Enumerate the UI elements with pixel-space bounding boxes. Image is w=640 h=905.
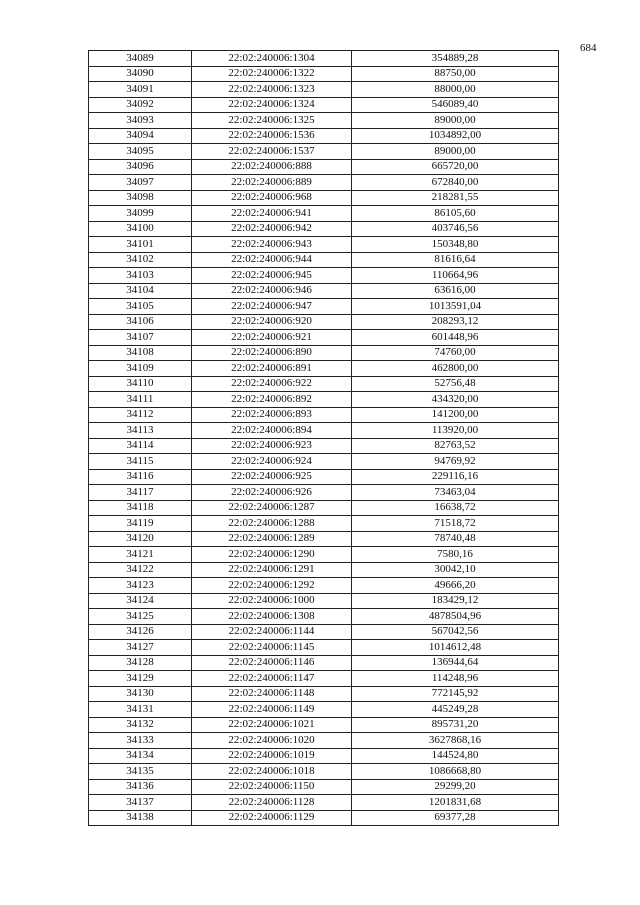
cadastral-number-cell: 22:02:240006:1129 <box>192 810 352 826</box>
value-cell: 229116,16 <box>352 469 559 485</box>
row-number-cell: 34130 <box>89 686 192 702</box>
cadastral-number-cell: 22:02:240006:1145 <box>192 640 352 656</box>
cadastral-number-cell: 22:02:240006:1128 <box>192 795 352 811</box>
cadastral-number-cell: 22:02:240006:1308 <box>192 609 352 625</box>
table-row <box>89 702 559 718</box>
table-row <box>89 469 559 485</box>
table-row <box>89 252 559 268</box>
table-body <box>89 51 559 826</box>
row-number-cell: 34107 <box>89 330 192 346</box>
cadastral-number-cell: 22:02:240006:1537 <box>192 144 352 160</box>
table-row <box>89 593 559 609</box>
value-cell: 3627868,16 <box>352 733 559 749</box>
value-cell: 7580,16 <box>352 547 559 563</box>
row-number-cell: 34105 <box>89 299 192 315</box>
table-row <box>89 361 559 377</box>
value-cell: 86105,60 <box>352 206 559 222</box>
cadastral-number-cell: 22:02:240006:946 <box>192 283 352 299</box>
table-row <box>89 66 559 82</box>
row-number-cell: 34097 <box>89 175 192 191</box>
row-number-cell: 34124 <box>89 593 192 609</box>
cadastral-number-cell: 22:02:240006:921 <box>192 330 352 346</box>
page-number: 684 <box>580 42 597 54</box>
value-cell: 74760,00 <box>352 345 559 361</box>
table-row <box>89 578 559 594</box>
value-cell: 150348,80 <box>352 237 559 253</box>
row-number-cell: 34136 <box>89 779 192 795</box>
row-number-cell: 34117 <box>89 485 192 501</box>
cadastral-number-cell: 22:02:240006:1144 <box>192 624 352 640</box>
table-row <box>89 159 559 175</box>
row-number-cell: 34125 <box>89 609 192 625</box>
table-row <box>89 423 559 439</box>
table-row <box>89 97 559 113</box>
row-number-cell: 34120 <box>89 531 192 547</box>
value-cell: 141200,00 <box>352 407 559 423</box>
value-cell: 1013591,04 <box>352 299 559 315</box>
value-cell: 114248,96 <box>352 671 559 687</box>
row-number-cell: 34106 <box>89 314 192 330</box>
value-cell: 183429,12 <box>352 593 559 609</box>
cadastral-number-cell: 22:02:240006:1289 <box>192 531 352 547</box>
table-row <box>89 810 559 826</box>
value-cell: 1034892,00 <box>352 128 559 144</box>
cadastral-number-cell: 22:02:240006:1287 <box>192 500 352 516</box>
table-row <box>89 314 559 330</box>
cadastral-number-cell: 22:02:240006:944 <box>192 252 352 268</box>
row-number-cell: 34103 <box>89 268 192 284</box>
value-cell: 82763,52 <box>352 438 559 454</box>
cadastral-number-cell: 22:02:240006:1322 <box>192 66 352 82</box>
value-cell: 403746,56 <box>352 221 559 237</box>
value-cell: 113920,00 <box>352 423 559 439</box>
value-cell: 1201831,68 <box>352 795 559 811</box>
value-cell: 89000,00 <box>352 144 559 160</box>
table-row <box>89 764 559 780</box>
table-row <box>89 609 559 625</box>
cadastral-number-cell: 22:02:240006:1323 <box>192 82 352 98</box>
row-number-cell: 34138 <box>89 810 192 826</box>
value-cell: 567042,56 <box>352 624 559 640</box>
value-cell: 434320,00 <box>352 392 559 408</box>
value-cell: 73463,04 <box>352 485 559 501</box>
row-number-cell: 34112 <box>89 407 192 423</box>
value-cell: 136944,64 <box>352 655 559 671</box>
row-number-cell: 34137 <box>89 795 192 811</box>
row-number-cell: 34116 <box>89 469 192 485</box>
cadastral-number-cell: 22:02:240006:894 <box>192 423 352 439</box>
value-cell: 88000,00 <box>352 82 559 98</box>
cadastral-number-cell: 22:02:240006:1304 <box>192 51 352 67</box>
value-cell: 665720,00 <box>352 159 559 175</box>
cadastral-number-cell: 22:02:240006:942 <box>192 221 352 237</box>
row-number-cell: 34135 <box>89 764 192 780</box>
table-row <box>89 779 559 795</box>
table-row <box>89 500 559 516</box>
cadastral-number-cell: 22:02:240006:1020 <box>192 733 352 749</box>
table-row <box>89 299 559 315</box>
value-cell: 110664,96 <box>352 268 559 284</box>
table-row <box>89 175 559 191</box>
cadastral-number-cell: 22:02:240006:947 <box>192 299 352 315</box>
cadastral-number-cell: 22:02:240006:890 <box>192 345 352 361</box>
row-number-cell: 34114 <box>89 438 192 454</box>
value-cell: 16638,72 <box>352 500 559 516</box>
table-row <box>89 640 559 656</box>
cadastral-number-cell: 22:02:240006:945 <box>192 268 352 284</box>
cadastral-number-cell: 22:02:240006:1288 <box>192 516 352 532</box>
table-row <box>89 407 559 423</box>
value-cell: 354889,28 <box>352 51 559 67</box>
cadastral-number-cell: 22:02:240006:1146 <box>192 655 352 671</box>
cadastral-number-cell: 22:02:240006:920 <box>192 314 352 330</box>
table-row <box>89 531 559 547</box>
cadastral-number-cell: 22:02:240006:924 <box>192 454 352 470</box>
cadastral-number-cell: 22:02:240006:1021 <box>192 717 352 733</box>
table-row <box>89 376 559 392</box>
value-cell: 49666,20 <box>352 578 559 594</box>
row-number-cell: 34121 <box>89 547 192 563</box>
row-number-cell: 34094 <box>89 128 192 144</box>
value-cell: 30042,10 <box>352 562 559 578</box>
row-number-cell: 34118 <box>89 500 192 516</box>
row-number-cell: 34101 <box>89 237 192 253</box>
value-cell: 94769,92 <box>352 454 559 470</box>
row-number-cell: 34090 <box>89 66 192 82</box>
value-cell: 772145,92 <box>352 686 559 702</box>
row-number-cell: 34100 <box>89 221 192 237</box>
row-number-cell: 34109 <box>89 361 192 377</box>
value-cell: 895731,20 <box>352 717 559 733</box>
table-row <box>89 717 559 733</box>
cadastral-number-cell: 22:02:240006:1290 <box>192 547 352 563</box>
cadastral-number-cell: 22:02:240006:1147 <box>192 671 352 687</box>
cadastral-number-cell: 22:02:240006:1291 <box>192 562 352 578</box>
table-row <box>89 237 559 253</box>
row-number-cell: 34092 <box>89 97 192 113</box>
value-cell: 672840,00 <box>352 175 559 191</box>
table-row <box>89 283 559 299</box>
value-cell: 69377,28 <box>352 810 559 826</box>
value-cell: 218281,55 <box>352 190 559 206</box>
row-number-cell: 34091 <box>89 82 192 98</box>
row-number-cell: 34123 <box>89 578 192 594</box>
cadastral-number-cell: 22:02:240006:1148 <box>192 686 352 702</box>
value-cell: 81616,64 <box>352 252 559 268</box>
cadastral-number-cell: 22:02:240006:925 <box>192 469 352 485</box>
table-row <box>89 547 559 563</box>
table-row <box>89 345 559 361</box>
table-row <box>89 686 559 702</box>
cadastral-number-cell: 22:02:240006:891 <box>192 361 352 377</box>
value-cell: 88750,00 <box>352 66 559 82</box>
value-cell: 52756,48 <box>352 376 559 392</box>
table-row <box>89 190 559 206</box>
value-cell: 1086668,80 <box>352 764 559 780</box>
row-number-cell: 34134 <box>89 748 192 764</box>
value-cell: 445249,28 <box>352 702 559 718</box>
value-cell: 4878504,96 <box>352 609 559 625</box>
cadastral-number-cell: 22:02:240006:1292 <box>192 578 352 594</box>
row-number-cell: 34095 <box>89 144 192 160</box>
row-number-cell: 34126 <box>89 624 192 640</box>
cadastral-number-cell: 22:02:240006:1018 <box>192 764 352 780</box>
cadastral-number-cell: 22:02:240006:1325 <box>192 113 352 129</box>
cadastral-number-cell: 22:02:240006:1536 <box>192 128 352 144</box>
value-cell: 546089,40 <box>352 97 559 113</box>
value-cell: 208293,12 <box>352 314 559 330</box>
cadastral-number-cell: 22:02:240006:1019 <box>192 748 352 764</box>
table-row <box>89 330 559 346</box>
cadastral-number-cell: 22:02:240006:943 <box>192 237 352 253</box>
table-row <box>89 454 559 470</box>
table-row <box>89 795 559 811</box>
table-row <box>89 655 559 671</box>
row-number-cell: 34096 <box>89 159 192 175</box>
value-cell: 462800,00 <box>352 361 559 377</box>
row-number-cell: 34128 <box>89 655 192 671</box>
cadastral-number-cell: 22:02:240006:888 <box>192 159 352 175</box>
row-number-cell: 34089 <box>89 51 192 67</box>
value-cell: 63616,00 <box>352 283 559 299</box>
cadastral-number-cell: 22:02:240006:1324 <box>192 97 352 113</box>
cadastral-number-cell: 22:02:240006:923 <box>192 438 352 454</box>
cadastral-table <box>88 50 559 826</box>
table-row <box>89 144 559 160</box>
row-number-cell: 34111 <box>89 392 192 408</box>
table-row <box>89 671 559 687</box>
row-number-cell: 34127 <box>89 640 192 656</box>
table-row <box>89 485 559 501</box>
cadastral-number-cell: 22:02:240006:1149 <box>192 702 352 718</box>
cadastral-number-cell: 22:02:240006:968 <box>192 190 352 206</box>
table-row <box>89 128 559 144</box>
table-row <box>89 516 559 532</box>
table-row <box>89 268 559 284</box>
row-number-cell: 34110 <box>89 376 192 392</box>
table-row <box>89 82 559 98</box>
value-cell: 89000,00 <box>352 113 559 129</box>
table-row <box>89 438 559 454</box>
cadastral-number-cell: 22:02:240006:1000 <box>192 593 352 609</box>
row-number-cell: 34104 <box>89 283 192 299</box>
table-row <box>89 51 559 67</box>
row-number-cell: 34132 <box>89 717 192 733</box>
cadastral-number-cell: 22:02:240006:892 <box>192 392 352 408</box>
table-row <box>89 113 559 129</box>
row-number-cell: 34131 <box>89 702 192 718</box>
value-cell: 144524,80 <box>352 748 559 764</box>
value-cell: 601448,96 <box>352 330 559 346</box>
cadastral-number-cell: 22:02:240006:922 <box>192 376 352 392</box>
row-number-cell: 34115 <box>89 454 192 470</box>
table-row <box>89 624 559 640</box>
row-number-cell: 34129 <box>89 671 192 687</box>
table-row <box>89 562 559 578</box>
row-number-cell: 34119 <box>89 516 192 532</box>
row-number-cell: 34133 <box>89 733 192 749</box>
row-number-cell: 34108 <box>89 345 192 361</box>
cadastral-number-cell: 22:02:240006:893 <box>192 407 352 423</box>
cadastral-number-cell: 22:02:240006:926 <box>192 485 352 501</box>
value-cell: 1014612,48 <box>352 640 559 656</box>
table-row <box>89 733 559 749</box>
row-number-cell: 34098 <box>89 190 192 206</box>
table-row <box>89 221 559 237</box>
table-row <box>89 748 559 764</box>
value-cell: 78740,48 <box>352 531 559 547</box>
row-number-cell: 34102 <box>89 252 192 268</box>
row-number-cell: 34113 <box>89 423 192 439</box>
cadastral-number-cell: 22:02:240006:1150 <box>192 779 352 795</box>
value-cell: 71518,72 <box>352 516 559 532</box>
cadastral-number-cell: 22:02:240006:889 <box>192 175 352 191</box>
table-row <box>89 206 559 222</box>
row-number-cell: 34093 <box>89 113 192 129</box>
value-cell: 29299,20 <box>352 779 559 795</box>
row-number-cell: 34122 <box>89 562 192 578</box>
table-row <box>89 392 559 408</box>
cadastral-number-cell: 22:02:240006:941 <box>192 206 352 222</box>
row-number-cell: 34099 <box>89 206 192 222</box>
